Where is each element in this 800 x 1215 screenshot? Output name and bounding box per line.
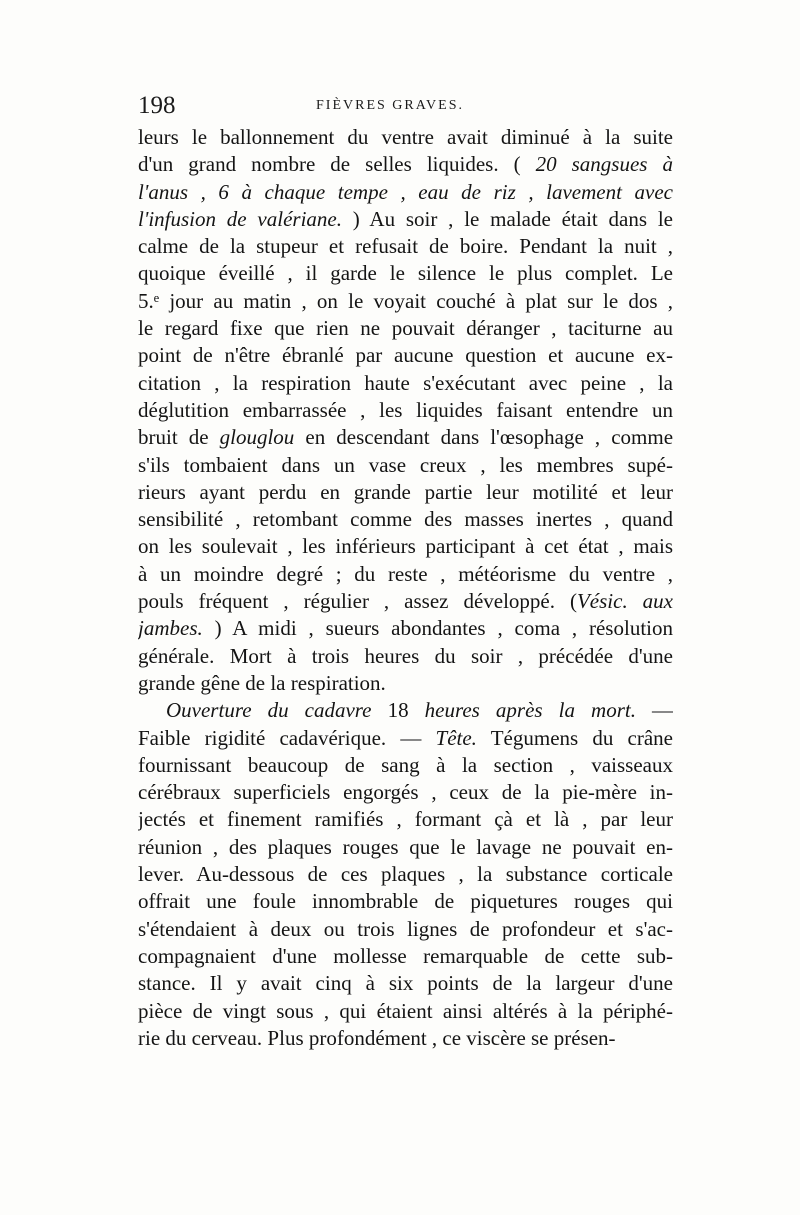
text-line [138,970,673,997]
text-run: pouls fréquent , régulier , assez développé. ( [138,589,577,614]
text-run: Tégumens du crâne [476,725,673,750]
text-run: sensibilité , retombant comme des masses inertes , quand [138,507,673,532]
text-line [138,452,673,479]
text-run: grande gêne de la respiration. [138,670,386,695]
text-run: s'ils tombaient dans un vase creux , les membres supé- [138,452,673,477]
text-line [138,697,673,724]
text-run: ) A midi , sueurs abondantes , coma , résolution [202,616,673,641]
text-run: pièce de vingt sous , qui étaient ainsi altérés à la périphé- [138,998,673,1023]
text-run: point de n'être ébranlé par aucune question et aucune ex- [138,343,673,368]
text-line [138,806,673,833]
text-run: 18 [371,698,425,723]
text-line [138,233,673,260]
page-number: 198 [138,92,176,119]
text-run: générale. Mort à trois heures du soir , précédée d'une [138,643,673,668]
text-line [138,779,673,806]
text-run: quoique éveillé , il garde le silence le plus complet. Le [138,261,673,286]
text-run: citation , la respiration haute s'exécutant avec peine , la [138,370,673,395]
text-run: cérébraux superficiels engorgés , ceux de la pie-mère in- [138,780,673,805]
text-run: ) Au soir , le malade était dans le [341,206,673,231]
text-line [138,315,673,342]
text-line [138,752,673,779]
text-line [138,533,673,560]
text-line [138,615,673,642]
text-run: compagnaient d'une mollesse remarquable de cette sub- [138,943,673,968]
text-line [138,260,673,287]
text-run: 5.ᵉ jour au matin , on le voyait couché à plat sur le dos , [138,288,673,313]
text-run: offrait une foule innombrable de piquetures rouges qui [138,889,673,914]
text-line [138,288,673,315]
text-line [138,561,673,588]
text-line [138,479,673,506]
italic-text: Tête. [435,725,477,750]
text-run: bruit de [138,425,220,450]
text-line [138,943,673,970]
text-run: s'étendaient à deux ou trois lignes de profondeur et s'ac- [138,916,673,941]
italic-text: jambes. [138,616,203,641]
text-run: Faible rigidité cadavérique. — [138,725,436,750]
text-line [138,124,673,151]
text-line [138,861,673,888]
text-line [138,888,673,915]
text-line [138,643,673,670]
body-text [138,124,673,1052]
text-run: rie du cerveau. Plus profondément , ce viscère se présen- [138,1025,616,1050]
text-run: on les soulevait , les inférieurs participant à cet état , mais [138,534,673,559]
page-header [138,92,673,122]
running-title: FIÈVRES GRAVES. [316,98,464,113]
text-line [138,151,673,178]
italic-text: Ouverture du cadavre [166,698,372,723]
italic-text: Vésic. aux [576,589,673,614]
italic-text: l'anus , 6 à chaque tempe , eau de riz , lavement avec [138,179,673,204]
text-run: calme de la stupeur et refusait de boire. Pendant la nuit , [138,234,673,259]
italic-text: heures après la mort. [424,698,636,723]
text-line [138,670,673,697]
italic-text: glouglou [219,425,295,450]
text-run: lever. Au-dessous de ces plaques , la substance corticale [138,862,673,887]
text-run: — [635,698,673,723]
text-run: en descendant dans l'œsophage , comme [294,425,673,450]
text-run: le regard fixe que rien ne pouvait déranger , taciturne au [138,316,673,341]
text-line [138,588,673,615]
text-line [138,998,673,1025]
italic-text: l'infusion de valériane. [138,206,342,231]
text-run: d'un grand nombre de selles liquides. ( [138,152,536,177]
text-line [138,834,673,861]
text-run: déglutition embarrassée , les liquides faisant entendre un [138,397,673,422]
text-run: leurs le ballonnement du ventre avait diminué à la suite [138,125,673,149]
text-line [138,179,673,206]
text-line [138,1025,673,1052]
text-run: fournissant beaucoup de sang à la section , vaisseaux [138,752,673,777]
text-run: à un moindre degré ; du reste , météorisme du ventre , [138,561,673,586]
text-line [138,725,673,752]
text-line [138,370,673,397]
text-line [138,397,673,424]
text-line [138,206,673,233]
italic-text: 20 sangsues à [535,152,673,177]
text-line [138,506,673,533]
text-run: jectés et finement ramifiés , formant çà et là , par leur [138,807,673,832]
text-line [138,424,673,451]
text-line [138,916,673,943]
text-run: stance. Il y avait cinq à six points de la largeur d'une [138,971,673,996]
text-line [138,342,673,369]
text-run: réunion , des plaques rouges que le lavage ne pouvait en- [138,834,673,859]
text-run: rieurs ayant perdu en grande partie leur motilité et leur [138,479,673,504]
